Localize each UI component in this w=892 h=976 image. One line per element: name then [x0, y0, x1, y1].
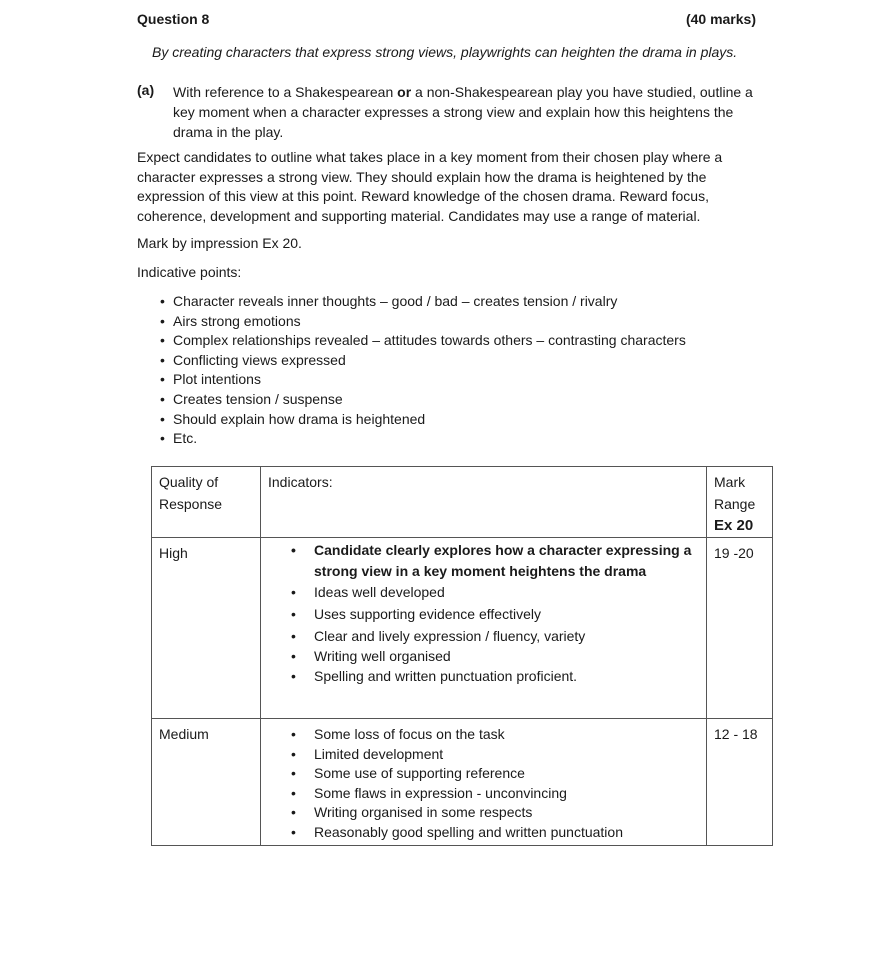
list-item: • Conflicting views expressed — [160, 351, 686, 371]
mark-by-impression: Mark by impression Ex 20. — [137, 235, 302, 251]
mark-cell — [707, 538, 773, 719]
marking-rubric-table — [151, 466, 773, 846]
header-indicators-label: Indicators: — [268, 474, 333, 490]
indicative-heading: Indicative points: — [137, 264, 242, 280]
indicators-cell — [261, 538, 707, 719]
quality-cell — [152, 538, 261, 719]
header-mark-line1: Mark — [714, 474, 746, 490]
question-stem: By creating characters that express strong views, playwrights can heighten the drama in plays. — [152, 44, 738, 60]
indicative-points-list — [160, 292, 686, 449]
list-item: • Some loss of focus on the task — [314, 725, 706, 745]
list-item: • Uses supporting evidence effectively — [314, 604, 706, 624]
header-mark-line2: Range — [714, 496, 756, 512]
list-item: • Some use of supporting reference — [314, 764, 706, 784]
marking-guidance: Expect candidates to outline what takes place in a key moment from their chosen play where a character expresses a strong view. They should explain how the drama is heightened by the expression of this view at this point. Reward knowledge of the chosen drama. Reward focus, coherence, development and supporting material. Candidates may use a range of material. — [137, 149, 723, 224]
header-mark-line3: Ex 20 — [714, 517, 754, 534]
table-row — [152, 538, 773, 719]
list-item: • Spelling and written punctuation proficient. — [314, 666, 706, 686]
list-item: • Clear and lively expression / fluency, variety — [314, 626, 706, 646]
part-a-text-after: a non-Shakespearean play you have studied, outline a key moment when a character expresses a strong view and explain how this heightens the drama in the play. — [173, 84, 753, 140]
list-item: • Limited development — [314, 745, 706, 765]
part-a-text-before: With reference to a Shakespearean — [173, 84, 398, 100]
list-item: • Should explain how drama is heightened — [160, 410, 686, 430]
list-item: • Plot intentions — [160, 370, 686, 390]
list-item: • Writing well organised — [314, 646, 706, 666]
header-quality-line1: Quality of — [159, 474, 219, 490]
high-indicators-list — [261, 538, 706, 686]
list-item: • Some flaws in expression - unconvincing — [314, 784, 706, 804]
part-a-text — [173, 82, 758, 142]
list-item: • Airs strong emotions — [160, 312, 686, 332]
mark-high: 19 -20 — [714, 545, 754, 561]
medium-indicators-list — [261, 719, 706, 843]
list-item: • Reasonably good spelling and written punctuation — [314, 823, 706, 843]
mark-cell — [707, 719, 773, 846]
list-item: • Writing organised in some respects — [314, 803, 706, 823]
header-mark-range — [707, 467, 773, 538]
question-marks: (40 marks) — [685, 11, 756, 27]
quality-medium: Medium — [159, 726, 209, 742]
question-title: Question 8 — [137, 11, 210, 27]
list-item: • Creates tension / suspense — [160, 390, 686, 410]
list-item: • Complex relationships revealed – attitudes towards others – contrasting characters — [160, 331, 686, 351]
header-quality — [152, 467, 261, 538]
quality-high: High — [159, 545, 188, 561]
list-item: • Candidate clearly explores how a character expressing a strong view in a key moment heightens the drama — [314, 540, 706, 582]
list-item: • Ideas well developed — [314, 582, 706, 602]
table-row — [152, 719, 773, 846]
table-header-row — [152, 467, 773, 538]
header-quality-line2: Response — [159, 496, 223, 512]
part-a-text-bold: or — [397, 84, 412, 100]
quality-cell — [152, 719, 261, 846]
list-item: • Character reveals inner thoughts – good / bad – creates tension / rivalry — [160, 292, 686, 312]
list-item: • Etc. — [160, 429, 686, 449]
indicators-cell — [261, 719, 707, 846]
header-indicators — [261, 467, 707, 538]
mark-medium: 12 - 18 — [714, 726, 758, 742]
part-a-label: (a) — [137, 82, 155, 98]
